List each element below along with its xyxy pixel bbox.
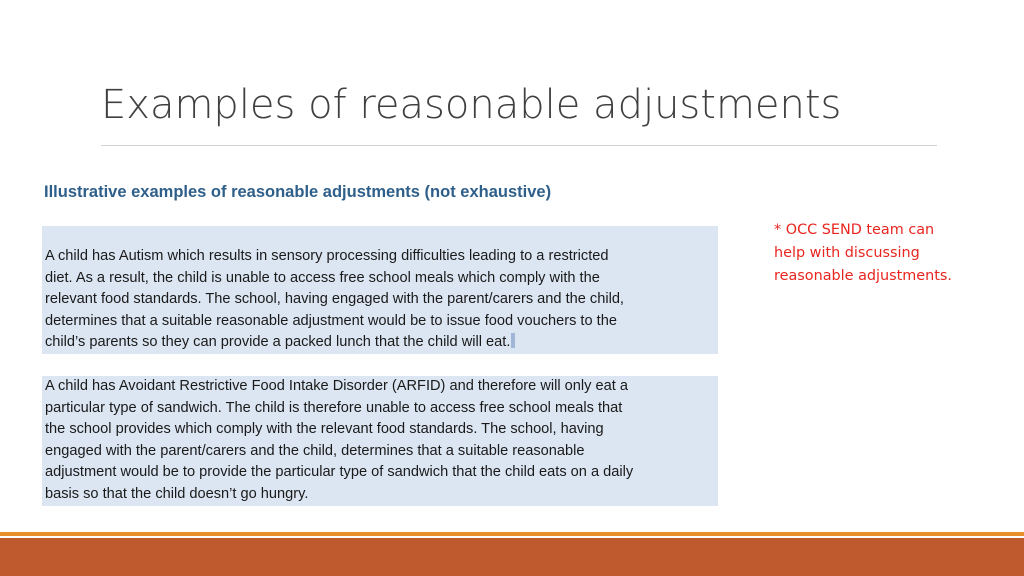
example-1-line-last: [45, 332, 718, 354]
note-line: help with discussing: [774, 245, 920, 261]
example-1-line: A child has Autism which results in sensory processing difficulties leading to a restricted: [45, 248, 609, 264]
example-2-line: basis so that the child doesn’t go hungry.: [45, 485, 309, 502]
note-line: * OCC SEND team can: [774, 222, 935, 238]
footer-accent-strip: [0, 532, 1024, 536]
example-2-line: engaged with the parent/carers and the child, determines that a suitable reasonable: [45, 442, 585, 459]
example-1-line: relevant food standards. The school, having engaged with the parent/carers and the child,: [45, 291, 624, 308]
text-cursor: [511, 333, 515, 348]
example-2-line: particular type of sandwich. The child is therefore unable to access free school meals that: [45, 399, 623, 416]
examples-heading: Illustrative examples of reasonable adjustments (not exhaustive): [44, 183, 552, 201]
send-team-note: [774, 219, 952, 288]
example-box-autism: [42, 226, 718, 354]
example-2-line: A child has Avoidant Restrictive Food Intake Disorder (ARFID) and therefore will only eat a: [45, 378, 628, 394]
example-1-line: determines that a suitable reasonable adjustment would be to issue food vouchers to the: [45, 312, 617, 329]
example-1-line: diet. As a result, the child is unable to access free school meals which comply with the: [45, 269, 600, 286]
example-1-last-text: child’s parents so they can provide a packed lunch that the child will eat.: [45, 334, 511, 351]
footer-band: [0, 538, 1024, 576]
example-box-arfid: [42, 376, 718, 506]
title-divider: [101, 145, 937, 146]
example-2-line: adjustment would be to provide the particular type of sandwich that the child eats on a daily: [45, 464, 634, 481]
example-2-line: the school provides which comply with the relevant food standards. The school, having: [45, 421, 604, 438]
slide-title: Examples of reasonable adjustments: [101, 82, 842, 128]
note-line: reasonable adjustments.: [774, 268, 952, 284]
